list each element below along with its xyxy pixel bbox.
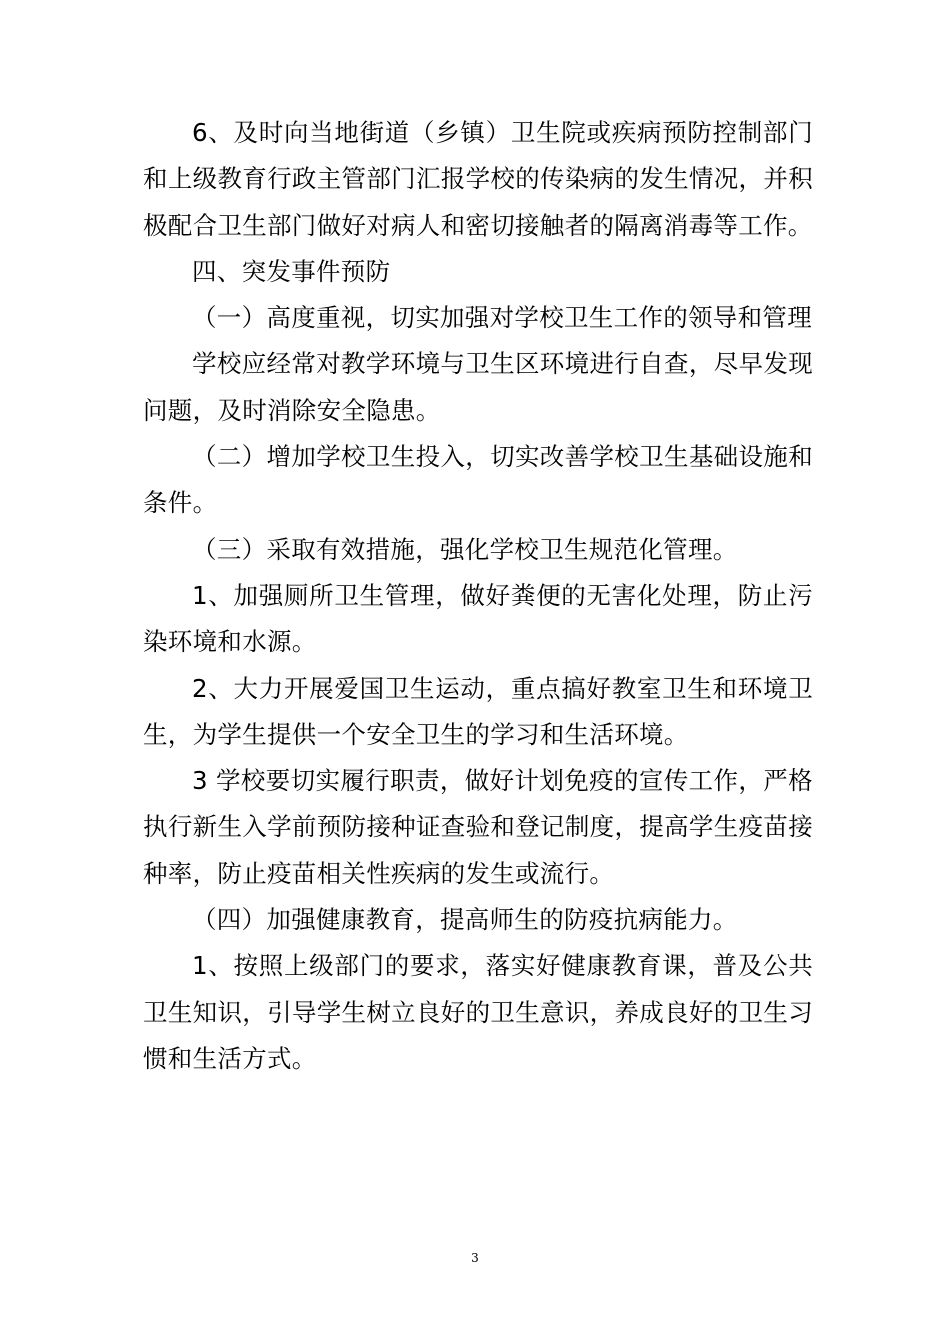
paragraph-item-1-health-education: 1、按照上级部门的要求，落实好健康教育课，普及公共卫生知识，引导学生树立良好的卫生意识，养成良好的卫生习惯和生活方式。 <box>143 951 813 1073</box>
subsection-heading-3: （三）采取有效措施，强化学校卫生规范化管理。 <box>192 534 738 564</box>
paragraph-item-2-hygiene-campaign: 2、大力开展爱国卫生运动，重点搞好教室卫生和环境卫生，为学生提供一个安全卫生的学习和生活环境。 <box>143 673 813 749</box>
page-number: 3 <box>471 1251 479 1265</box>
paragraph-item-1-toilet: 1、加强厕所卫生管理，做好粪便的无害化处理，防止污染环境和水源。 <box>143 580 813 657</box>
subsection-heading-2: （二）增加学校卫生投入，切实改善学校卫生基础设施和条件。 <box>143 442 813 518</box>
subsection-heading-1: （一）高度重视，切实加强对学校卫生工作的领导和管理 <box>192 303 812 333</box>
paragraph-item-3-immunization: 3 学校要切实履行职责，做好计划免疫的宣传工作，严格执行新生入学前预防接种证查验和登记制度，提高学生疫苗接种率，防止疫苗相关性疾病的发生或流行。 <box>143 766 813 888</box>
paragraph-self-inspection: 学校应经常对教学环境与卫生区环境进行自查，尽早发现问题，及时消除安全隐患。 <box>143 349 813 425</box>
section-heading-emergency-prevention: 四、突发事件预防 <box>192 256 391 286</box>
subsection-heading-4: （四）加强健康教育，提高师生的防疫抗病能力。 <box>192 905 738 935</box>
document-body <box>143 110 813 1082</box>
paragraph-item-6-report: 6、及时向当地街道（乡镇）卫生院或疾病预防控制部门和上级教育行政主管部门汇报学校的传染病的发生情况，并积极配合卫生部门做好对病人和密切接触者的隔离消毒等工作。 <box>143 118 813 240</box>
